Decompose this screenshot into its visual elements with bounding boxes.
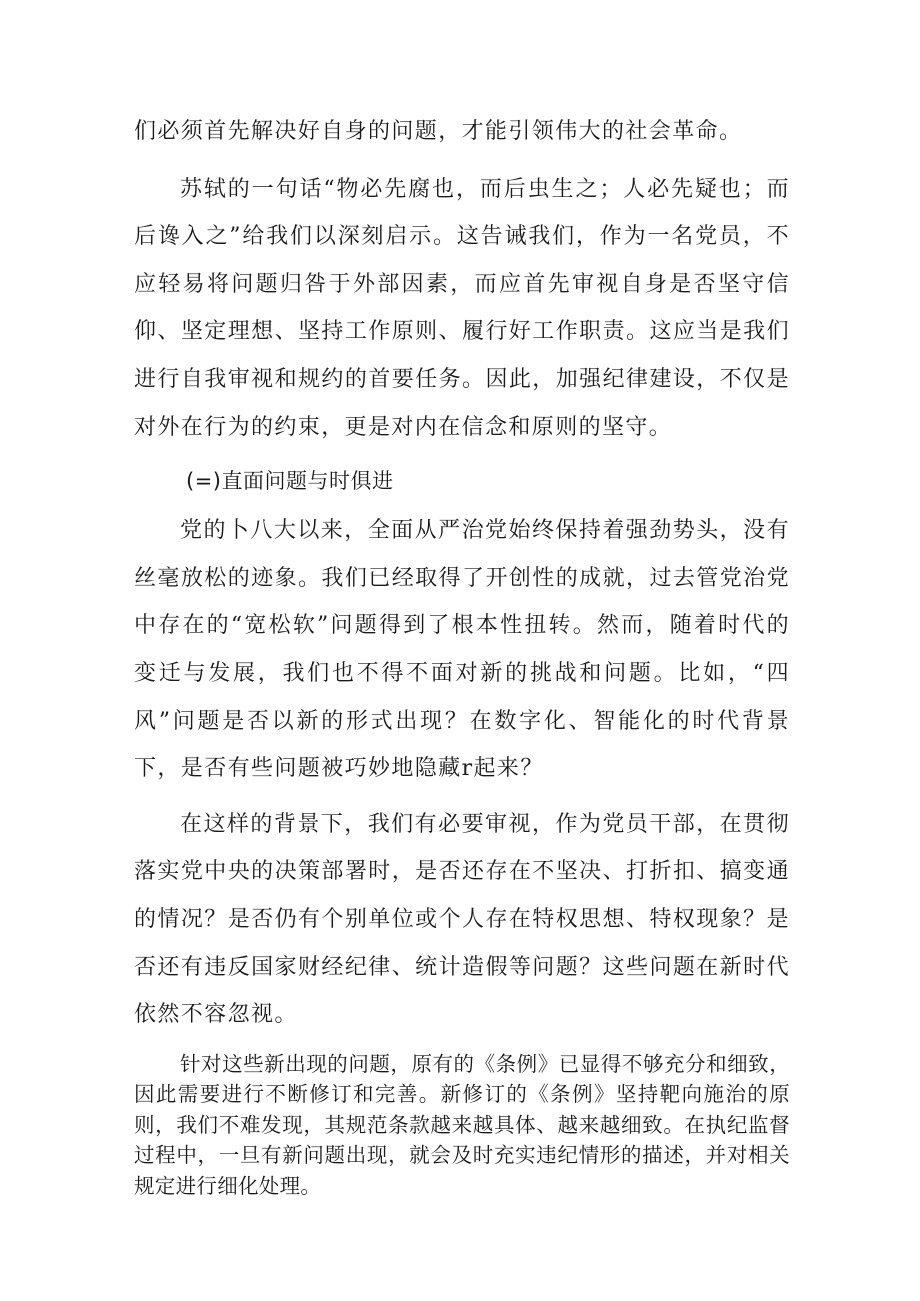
paragraph-regulation-revision: 针对这些新出现的问题，原有的《条例》已显得不够充分和细致，因此需要进行不断修订和完善。新修订的《条例》坚持靶向施治的原则，我们不难发现，其规范条款越来越具体、越来越细致。在执纪监督过程中，一旦有新问题出现，就会及时充实违纪情形的描述，并对相关规定进行细化处理。 (134, 1051, 790, 1199)
paragraph-strict-governance: 党的卜八大以来，全面从严治党始终保持着强劲势头，没有丝毫放松的迹象。我们已经取得了开创性的成就，过去管党治党中存在的“宽松软”问题得到了根本性扭转。然而，随着时代的变迁与发展，我们也不得不面对新的挑战和问题。比如，“四风”问题是否以新的形式出现？在数字化、智能化的时代背景下，是否有些问题被巧妙地隐藏r起来？ (134, 518, 790, 782)
paragraph-self-review: 在这样的背景下，我们有必要审视，作为党员干部，在贯彻落实党中央的决策部署时，是否还存在不坚决、打折扣、搞变通的情况？是否仍有个别单位或个人存在特权思想、特权现象？是否还有违反国家财经纪律、统计造假等问题？这些问题在新时代依然不容忽视。 (134, 811, 790, 1028)
paragraph-continuation: 们必须首先解决好自身的问题，才能引领伟大的社会革命。 (134, 119, 743, 144)
document-body (134, 108, 790, 1202)
paragraph-sushi-quote: 苏轼的一句话“物必先腐也，而后虫生之；人必先疑也；而后谗入之”给我们以深刻启示。这告诫我们，作为一名党员，不应轻易将问题归咎于外部因素，而应首先审视自身是否坚守信仰、坚定理想、坚持工作原则、履行好工作职责。这应当是我们进行自我审视和规约的首要任务。因此，加强纪律建设，不仅是对外在行为的约束，更是对内在信念和原则的坚守。 (134, 176, 790, 440)
section-heading: (=)直面问题与时俱进 (186, 469, 394, 494)
